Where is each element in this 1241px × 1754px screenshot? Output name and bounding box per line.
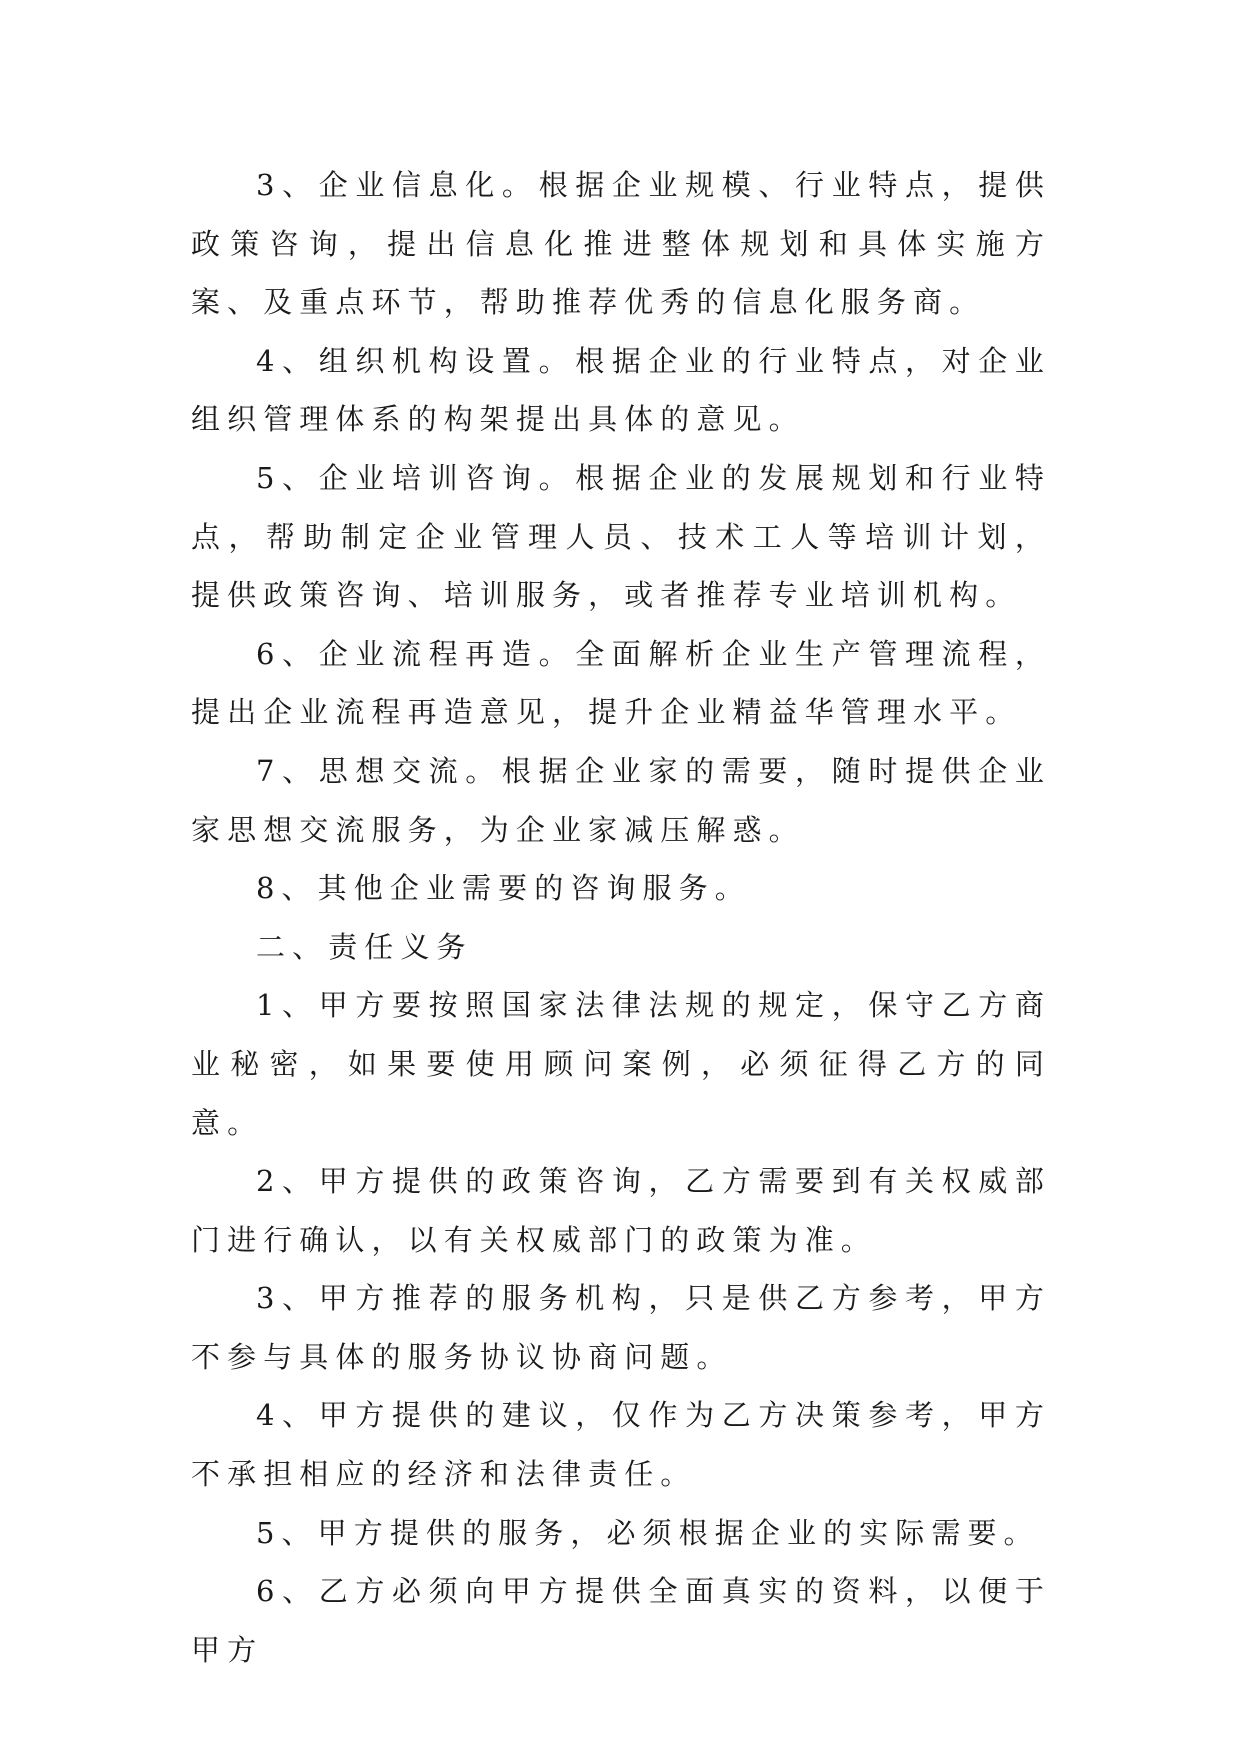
paragraph-duty-4: 4、甲方提供的建议，仅作为乙方决策参考，甲方不承担相应的经济和法律责任。 bbox=[191, 1398, 1051, 1492]
paragraph-duty-5: 5、甲方提供的服务，必须根据企业的实际需要。 bbox=[256, 1515, 1040, 1550]
paragraph-item-4-organization: 4、组织机构设置。根据企业的行业特点，对企业组织管理体系的构架提出具体的意见。 bbox=[191, 343, 1051, 437]
paragraph-duty-1: 1、甲方要按照国家法律法规的规定，保守乙方商业秘密，如果要使用顾问案例，必须征得乙方的同意。 bbox=[191, 988, 1051, 1140]
section-heading-responsibilities: 二、责任义务 bbox=[256, 929, 473, 964]
paragraph-item-7-exchange: 7、思想交流。根据企业家的需要，随时提供企业家思想交流服务，为企业家减压解惑。 bbox=[191, 753, 1051, 847]
paragraph-item-5-training: 5、企业培训咨询。根据企业的发展规划和行业特点，帮助制定企业管理人员、技术工人等培训计划，提供政策咨询、培训服务，或者推荐专业培训机构。 bbox=[191, 460, 1051, 613]
paragraph-duty-2: 2、甲方提供的政策咨询，乙方需要到有关权威部门进行确认，以有关权威部门的政策为准。 bbox=[191, 1164, 1051, 1257]
document-body bbox=[191, 156, 1051, 1679]
paragraph-duty-6: 6、乙方必须向甲方提供全面真实的资料，以便于甲方 bbox=[191, 1574, 1051, 1667]
paragraph-item-3-informatization: 3、企业信息化。根据企业规模、行业特点，提供政策咨询，提出信息化推进整体规划和具体实施方案、及重点环节，帮助推荐优秀的信息化服务商。 bbox=[191, 168, 1051, 320]
paragraph-duty-3: 3、甲方推荐的服务机构，只是供乙方参考，甲方不参与具体的服务协议协商问题。 bbox=[191, 1281, 1051, 1374]
paragraph-item-8-other: 8、其他企业需要的咨询服务。 bbox=[256, 871, 751, 906]
paragraph-item-6-process: 6、企业流程再造。全面解析企业生产管理流程，提出企业流程再造意见，提升企业精益华管理水平。 bbox=[191, 636, 1051, 730]
